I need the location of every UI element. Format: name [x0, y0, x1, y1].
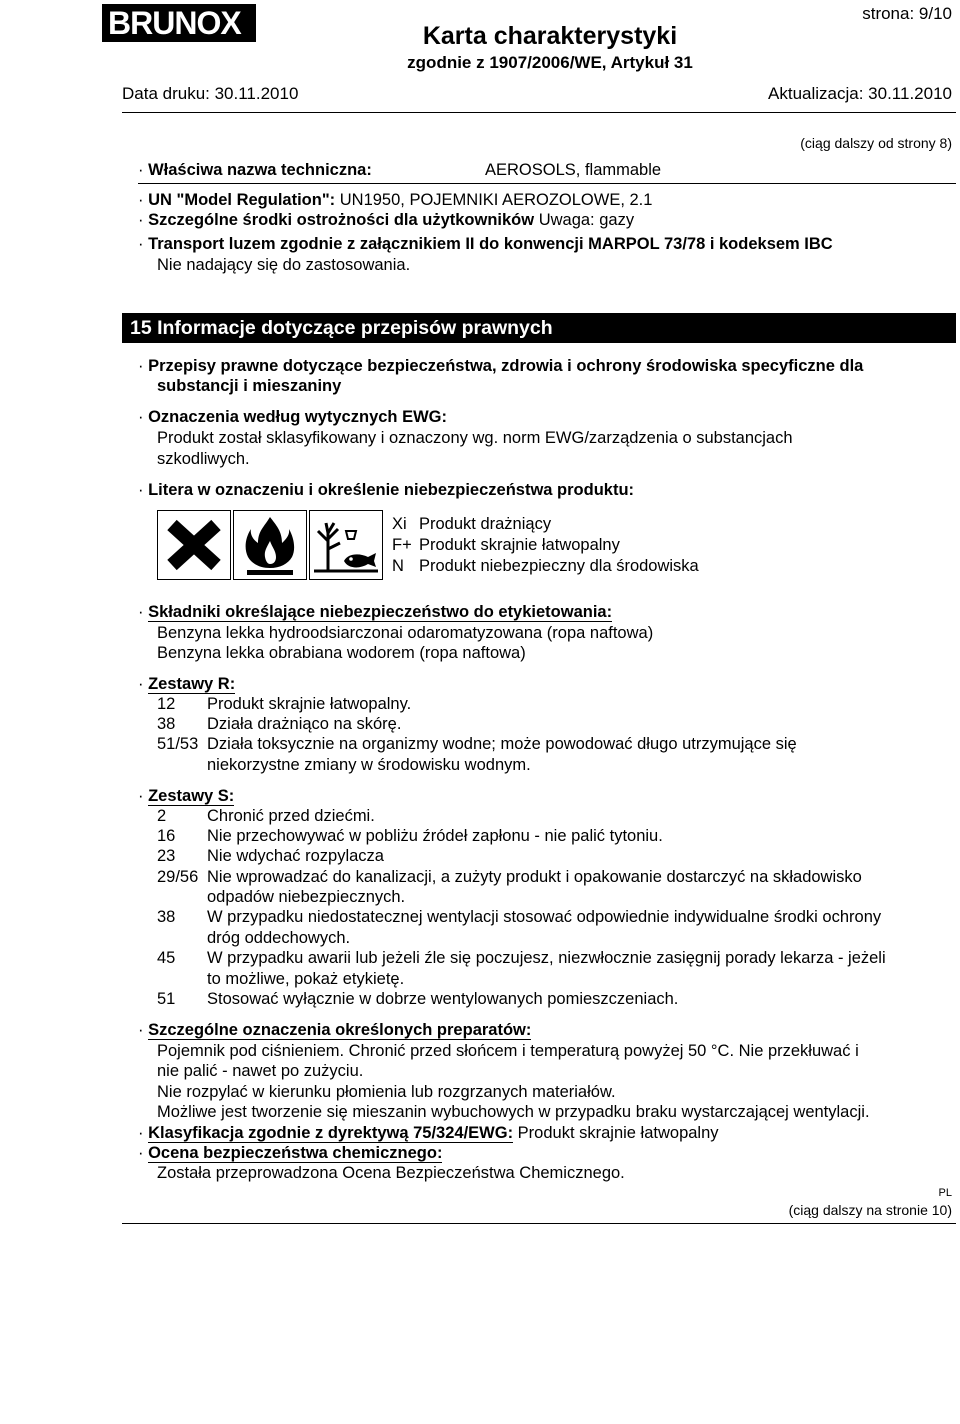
harmful-cross-icon [157, 510, 231, 580]
un-label: UN "Model Regulation": [148, 191, 336, 209]
continued-from: (ciąg dalszy od strony 8) [800, 135, 952, 151]
s-phrase [157, 826, 663, 846]
s-text: Nie wprowadzać do kanalizacji, a zużyty produkt i opakowanie dostarczyć na składowisko [207, 868, 862, 886]
section-15-title: 15 Informacje dotyczące przepisów prawnych [130, 317, 553, 339]
tech-name-label: Właściwa nazwa techniczna: [148, 161, 372, 179]
r-code: 38 [157, 715, 176, 733]
divider [138, 183, 956, 184]
document-title: Karta charakterystyki [422, 22, 678, 50]
hazard-text: Produkt niebezpieczny dla środowiska [419, 557, 699, 575]
component-item: Benzyna lekka obrabiana wodorem (ropa naftowa) [157, 644, 526, 662]
r-code: 12 [157, 695, 176, 713]
s-code: 16 [157, 827, 176, 845]
hazard-list-item [392, 556, 699, 577]
r-text-cont: niekorzystne zmiany w środowisku wodnym. [207, 756, 531, 774]
classification-value: Produkt skrajnie łatwopalny [517, 1124, 719, 1142]
bulk-row: · Transport luzem zgodnie z załącznikiem II do konwencji MARPOL 73/78 i kodeksem IBC [138, 235, 833, 253]
s-phrase [157, 867, 862, 887]
special-text: Pojemnik pod ciśnieniem. Chronić przed słońcem i temperaturą powyżej 50 °C. Nie przekłuwać i [157, 1042, 859, 1060]
r-phrase [157, 734, 797, 754]
s-phrase [157, 948, 886, 968]
r-text: Produkt skrajnie łatwopalny. [207, 695, 412, 713]
continued-to: (ciąg dalszy na stronie 10) [788, 1202, 952, 1218]
hazard-text: Produkt drażniący [419, 515, 552, 533]
tech-name-row: · Właściwa nazwa techniczna: [138, 161, 372, 179]
footer-divider [122, 1223, 956, 1224]
update-date: Aktualizacja: 30.11.2010 [768, 84, 952, 103]
hazard-code: N [392, 557, 404, 575]
csa-label: Ocena bezpieczeństwa chemicznego: [148, 1144, 443, 1162]
letter-row: · Litera w oznaczeniu i określenie niebezpieczeństwa produktu: [138, 481, 635, 499]
components-label: Składniki określające niebezpieczeństwo do etykietowania: [148, 603, 613, 621]
regs-label-1: Przepisy prawne dotyczące bezpieczeństwa, zdrowia i ochrony środowiska specyficzne dla [148, 357, 864, 375]
s-code: 38 [157, 908, 176, 926]
hazard-code: Xi [392, 515, 407, 533]
document-subtitle: zgodnie z 1907/2006/WE, Artykuł 31 [407, 53, 693, 72]
bulk-label: Transport luzem zgodnie z załącznikiem II do konwencji MARPOL 73/78 i kodeksem IBC [148, 235, 833, 253]
ewg-text-1: Produkt został sklasyfikowany i oznaczony wg. norm EWG/zarządzenia o substancjach [157, 429, 793, 447]
hazard-list-item [392, 514, 551, 535]
r-phrases-label: Zestawy R: [148, 675, 236, 693]
flame-icon [233, 510, 307, 580]
s-text: Stosować wyłącznie w dobrze wentylowanych pomieszczeniach. [207, 990, 679, 1008]
un-row: · UN "Model Regulation": UN1950, POJEMNIKI AEROZOLOWE, 2.1 [138, 191, 653, 209]
s-code: 23 [157, 847, 176, 865]
s-text-cont: to możliwe, pokaż etykietę. [207, 970, 405, 988]
precautions-value: Uwaga: gazy [538, 211, 635, 229]
csa-row: · Ocena bezpieczeństwa chemicznego: [138, 1144, 443, 1162]
bulk-value: Nie nadający się do zastosowania. [157, 256, 411, 274]
section-15-header [122, 313, 956, 343]
page-number: strona: 9/10 [862, 4, 952, 23]
ewg-text-2: szkodliwych. [157, 450, 250, 468]
header-divider [122, 112, 956, 113]
s-phrase [157, 806, 375, 826]
un-value: UN1950, POJEMNIKI AEROZOLOWE, 2.1 [339, 191, 653, 209]
s-phrase [157, 846, 384, 866]
special-row: · Szczególne oznaczenia określonych preparatów: [138, 1021, 532, 1039]
classification-label: Klasyfikacja zgodnie z dyrektywą 75/324/EWG: [148, 1124, 514, 1142]
special-text: nie palić - nawet po zużyciu. [157, 1062, 364, 1080]
s-code: 45 [157, 949, 176, 967]
print-date: Data druku: 30.11.2010 [122, 84, 299, 103]
hazard-code: F+ [392, 536, 412, 554]
letter-label: Litera w oznaczeniu i określenie niebezpieczeństwa produktu: [148, 481, 635, 499]
s-text: Chronić przed dziećmi. [207, 807, 375, 825]
precautions-label: Szczególne środki ostrożności dla użytkowników [148, 211, 535, 229]
environment-hazard-icon [309, 510, 383, 580]
ewg-row: · Oznaczenia według wytycznych EWG: [138, 408, 447, 426]
s-text-cont: odpadów niebezpiecznych. [207, 888, 406, 906]
s-phrase [157, 989, 678, 1009]
s-phrase [157, 907, 881, 927]
r-text: Działa drażniąco na skórę. [207, 715, 402, 733]
s-phrases-row: · Zestawy S: [138, 787, 235, 805]
r-phrase [157, 694, 411, 714]
hazard-text: Produkt skrajnie łatwopalny [419, 536, 620, 554]
r-text: Działa toksycznie na organizmy wodne; może powodować długo utrzymujące się [207, 735, 797, 753]
s-code: 29/56 [157, 868, 199, 886]
csa-value: Została przeprowadzona Ocena Bezpieczeństwa Chemicznego. [157, 1164, 625, 1182]
classification-row: · Klasyfikacja zgodnie z dyrektywą 75/324/EWG: Produkt skrajnie łatwopalny [138, 1124, 719, 1142]
precautions-row: · Szczególne środki ostrożności dla użytkowników Uwaga: gazy [138, 211, 635, 229]
special-text: Możliwe jest tworzenie się mieszanin wybuchowych w przypadku braku wystarczającej wentylacji. [157, 1103, 870, 1121]
s-text: Nie wdychać rozpylacza [207, 847, 384, 865]
r-phrases-row: · Zestawy R: [138, 675, 236, 693]
special-text: Nie rozpylać w kierunku płomienia lub rozgrzanych materiałów. [157, 1083, 616, 1101]
s-phrases-label: Zestawy S: [148, 787, 235, 805]
s-text-cont: dróg oddechowych. [207, 929, 351, 947]
regs-row: · Przepisy prawne dotyczące bezpieczeństwa, zdrowia i ochrony środowiska specyficzne dla [138, 357, 864, 375]
component-item: Benzyna lekka hydroodsiarczonai odaromatyzowana (ropa naftowa) [157, 624, 654, 642]
components-row: · Składniki określające niebezpieczeństwo do etykietowania: [138, 603, 613, 621]
s-text: W przypadku niedostatecznej wentylacji stosować odpowiednie indywidualne środki ochrony [207, 908, 882, 926]
r-phrase [157, 714, 401, 734]
r-code: 51/53 [157, 735, 199, 753]
s-text: W przypadku awarii lub jeżeli źle się poczujesz, niezwłocznie zasięgnij porady lekarza - jeżeli [207, 949, 886, 967]
hazard-list-item [392, 535, 620, 556]
logo-text: BRUNOX [108, 5, 241, 41]
s-code: 2 [157, 807, 167, 825]
special-label: Szczególne oznaczenia określonych preparatów: [148, 1021, 532, 1039]
ewg-label: Oznaczenia według wytycznych EWG: [148, 408, 447, 426]
language-code: PL [938, 1187, 952, 1199]
s-text: Nie przechowywać w pobliżu źródeł zapłonu - nie palić tytoniu. [207, 827, 663, 845]
s-code: 51 [157, 990, 176, 1008]
regs-label-2: substancji i mieszaniny [157, 377, 342, 395]
tech-name-value: AEROSOLS, flammable [485, 161, 662, 179]
